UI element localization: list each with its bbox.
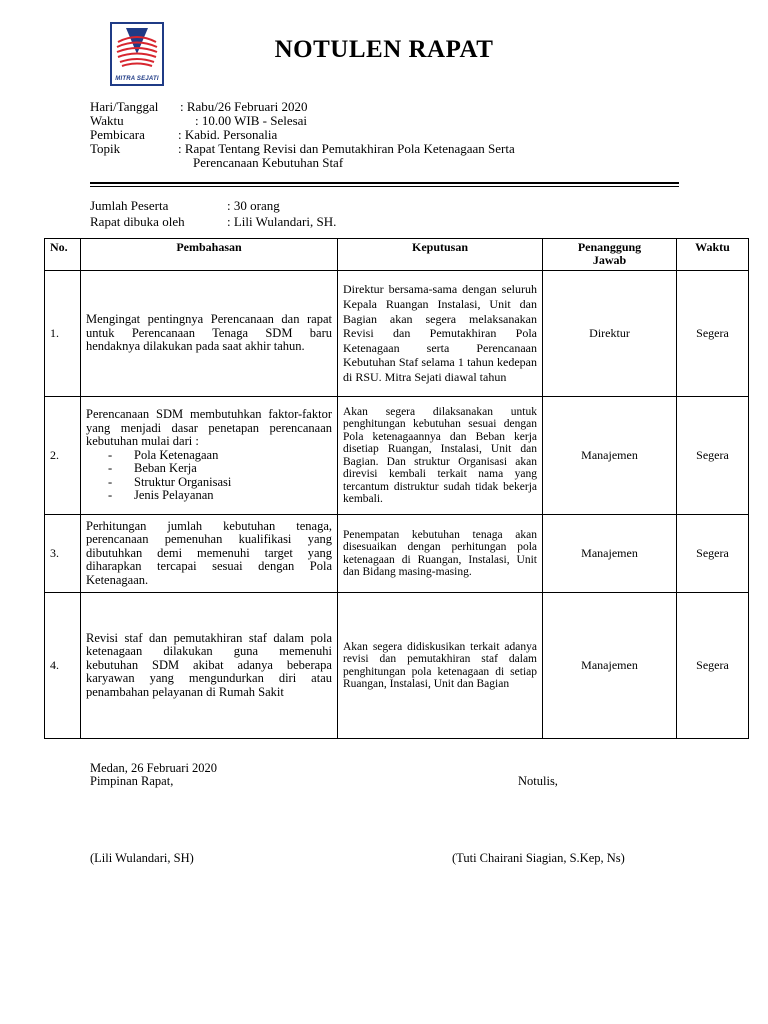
date-label: Hari/Tanggal	[90, 99, 159, 114]
row-number: 4.	[45, 593, 81, 739]
row-decision: Direktur bersama-sama dengan seluruh Kepala Ruangan Instalasi, Unit dan Bagian akan segera melaksanakan Revisi dan Pemutakhiran Pola Ketenagaan serta Perencanaan Kebutuhan Staf selama 1 tahun kedepan di RSU. Mitra Sejati diawal tahun	[338, 271, 543, 397]
list-item: - Pola Ketenagaan	[108, 449, 332, 463]
list-item: - Struktur Organisasi	[108, 476, 332, 490]
notulis-signature-name: (Tuti Chairani Siagian, S.Kep, Ns)	[452, 851, 625, 865]
header-pic-line1: Penanggung	[577, 240, 642, 254]
row-time: Segera	[677, 397, 749, 515]
meeting-topic-row	[90, 142, 515, 156]
row-discussion	[81, 397, 338, 515]
header-pic	[543, 239, 677, 271]
participants-label: Jumlah Peserta	[90, 198, 169, 213]
row-discussion: Perhitungan jumlah kebutuhan tenaga, perencanaan pemenuhan kualifikasi yang dibutuhkan demi memenuhi target yang diharapkan tercapai sesuai dengan Pola Ketenagaan.	[81, 515, 338, 593]
header-discussion: Pembahasan	[81, 239, 338, 271]
table-row	[45, 271, 749, 397]
speaker-value: : Kabid. Personalia	[178, 127, 278, 142]
participants-value: : 30 orang	[227, 198, 280, 213]
factor-list	[86, 449, 332, 503]
topic-value: : Rapat Tentang Revisi dan Pemutakhiran Pola Ketenagaan Serta	[178, 141, 515, 156]
row-time: Segera	[677, 271, 749, 397]
document-title: NOTULEN RAPAT	[274, 36, 494, 63]
row-responsible: Direktur	[543, 271, 677, 397]
row-number: 2.	[45, 397, 81, 515]
row-responsible: Manajemen	[543, 397, 677, 515]
meeting-speaker-row	[90, 128, 277, 142]
time-label: Waktu	[90, 113, 124, 128]
row-number: 3.	[45, 515, 81, 593]
topic-value-continued: Perencanaan Kebutuhan Staf	[193, 155, 344, 170]
list-item: - Jenis Pelayanan	[108, 489, 332, 503]
meeting-date-row	[90, 100, 307, 114]
header-time: Waktu	[677, 239, 749, 271]
table-row	[45, 397, 749, 515]
row-responsible: Manajemen	[543, 515, 677, 593]
table-header-row	[45, 239, 749, 271]
row-number: 1.	[45, 271, 81, 397]
place-date: Medan, 26 Februari 2020	[90, 761, 218, 775]
speaker-label: Pembicara	[90, 127, 145, 142]
row-time: Segera	[677, 515, 749, 593]
row-responsible: Manajemen	[543, 593, 677, 739]
opened-by-value: : Lili Wulandari, SH.	[227, 214, 337, 229]
row-decision: Akan segera didiskusikan terkait adanya revisi dan pemutakhiran staf dalam penghitungan pola ketenagaan di setiap Ruangan, Instalasi, Unit dan Bagian	[338, 593, 543, 739]
row-decision: Penempatan kebutuhan tenaga akan disesuaikan dengan perhitungan pola ketenagaan di Ruangan, Instalasi, Unit dan Bidang masing-masing.	[338, 515, 543, 593]
row-discussion: Revisi staf dan pemutakhiran staf dalam pola ketenagaan dilakukan guna memenuhi kebutuhan SDM akibat adanya beberapa karyawan yang mengundurkan diri atau penambahan pelayanan di Rumah Sakit	[81, 593, 338, 739]
topic-label: Topik	[90, 141, 121, 156]
list-item: - Beban Kerja	[108, 462, 332, 476]
header-divider	[90, 182, 679, 184]
row-discussion: Mengingat pentingnya Perencanaan dan rapat untuk Perencanaan Tenaga SDM baru hendaknya dilakukan pada saat akhir tahun.	[81, 271, 338, 397]
row-time: Segera	[677, 593, 749, 739]
logo-text: MITRA SEJATI	[115, 76, 159, 82]
opened-by-row	[90, 215, 336, 229]
header-divider-thin	[90, 186, 679, 187]
header-no: No.	[45, 239, 81, 271]
chair-signature-name: (Lili Wulandari, SH)	[90, 851, 194, 865]
opened-by-label: Rapat dibuka oleh	[90, 214, 185, 229]
table-row	[45, 593, 749, 739]
participants-row	[90, 199, 280, 213]
row-decision: Akan segera dilaksanakan untuk penghitungan kebutuhan sesuai dengan Pola ketenagaannya dan Beban kerja disetiap Ruangan, Instalasi, Unit dan Bagian. Dan struktur Organisasi akan direvisi kembali terkait nama yang tercantum distruktur sudah tidak bekerja kembali.	[338, 397, 543, 515]
date-value: : Rabu/26 Februari 2020	[180, 99, 308, 114]
time-value: : 10.00 WIB - Selesai	[195, 113, 308, 128]
table-row	[45, 515, 749, 593]
chair-label: Pimpinan Rapat,	[90, 774, 174, 788]
header-pic-line2: Jawab	[592, 253, 627, 267]
notulis-label: Notulis,	[518, 774, 558, 788]
minutes-table	[44, 238, 749, 739]
row-discussion-text: Perencanaan SDM membutuhkan faktor-faktor yang menjadi dasar penetapan perencanaan kebutuhan mulai dari :	[86, 407, 332, 449]
header-decision: Keputusan	[338, 239, 543, 271]
meeting-time-row	[90, 114, 307, 128]
